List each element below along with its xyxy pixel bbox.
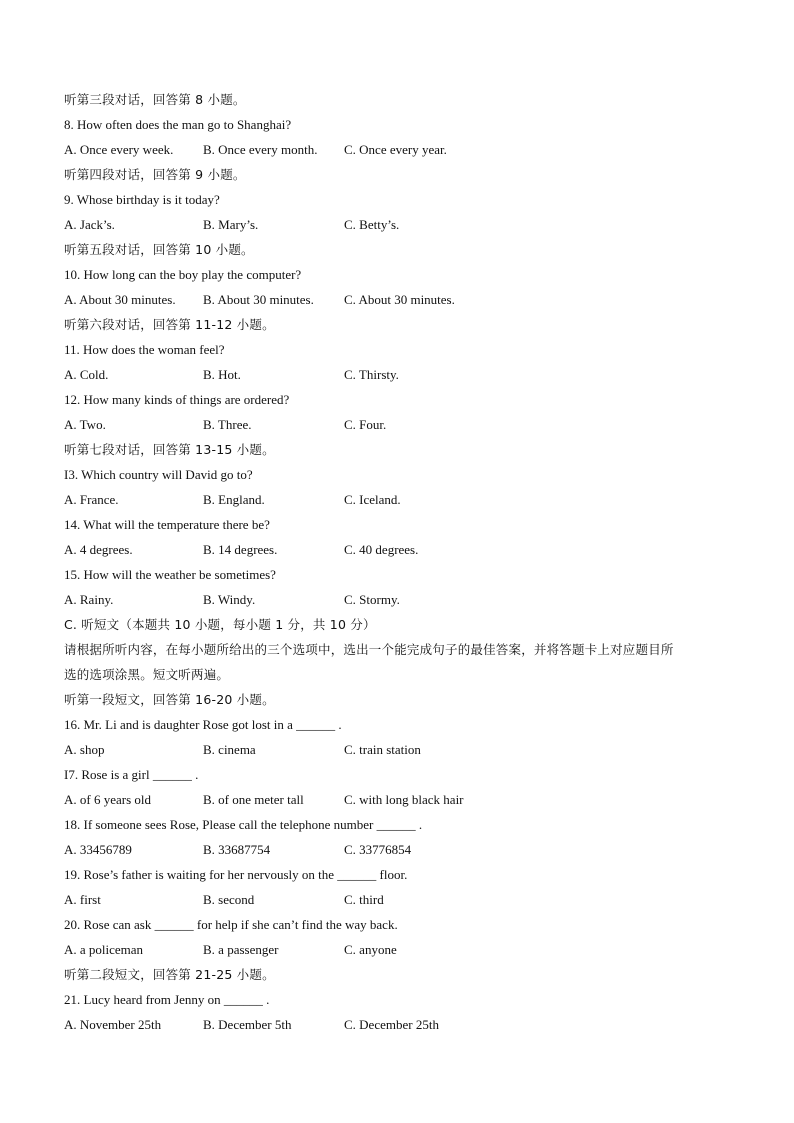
- option-a: A. Rainy.: [64, 592, 114, 607]
- section-instruction: 听第四段对话，回答第 9 小题。: [64, 167, 246, 182]
- option-b: B. Three.: [203, 417, 252, 432]
- option-b: B. England.: [203, 492, 265, 507]
- section-instruction: 听第七段对话，回答第 13-15 小题。: [64, 442, 275, 457]
- option-a: A. France.: [64, 492, 119, 507]
- question-text: 9. Whose birthday is it today?: [64, 192, 220, 207]
- option-c: C. Four.: [344, 417, 387, 432]
- option-b: B. Once every month.: [203, 142, 318, 157]
- option-b: B. Windy.: [203, 592, 256, 607]
- answer-options: [64, 415, 744, 435]
- option-b: B. 14 degrees.: [203, 542, 278, 557]
- answer-options: [64, 365, 744, 385]
- option-c: C. Once every year.: [344, 142, 447, 157]
- question-text: 18. If someone sees Rose, Please call the telephone number ______ .: [64, 817, 423, 832]
- option-a: A. a policeman: [64, 942, 144, 957]
- option-a: A. 4 degrees.: [64, 542, 133, 557]
- option-c: C. Betty’s.: [344, 217, 400, 232]
- option-c: C. 33776854: [344, 842, 412, 857]
- section-instruction: 听第六段对话，回答第 11-12 小题。: [64, 317, 275, 332]
- question-text: 10. How long can the boy play the computer?: [64, 267, 302, 282]
- answer-options: [64, 740, 744, 760]
- option-c: C. with long black hair: [344, 792, 464, 807]
- option-a: A. Cold.: [64, 367, 109, 382]
- option-c: C. anyone: [344, 942, 397, 957]
- answer-options: [64, 540, 744, 560]
- option-c: C. Stormy.: [344, 592, 400, 607]
- option-a: A. Jack’s.: [64, 217, 115, 232]
- question-text: 20. Rose can ask ______ for help if she can’t find the way back.: [64, 917, 398, 932]
- option-c: C. About 30 minutes.: [344, 292, 455, 307]
- option-b: B. second: [203, 892, 255, 907]
- answer-options: [64, 490, 744, 510]
- option-c: C. December 25th: [344, 1017, 439, 1032]
- option-b: B. a passenger: [203, 942, 279, 957]
- section-instruction: 听第三段对话，回答第 8 小题。: [64, 92, 246, 107]
- option-c: C. Thirsty.: [344, 367, 399, 382]
- section-instruction: C. 听短文（本题共 10 小题，每小题 1 分，共 10 分）: [64, 617, 376, 632]
- answer-options: [64, 890, 744, 910]
- question-text: 15. How will the weather be sometimes?: [64, 567, 276, 582]
- option-b: B. Mary’s.: [203, 217, 259, 232]
- option-a: A. 33456789: [64, 842, 132, 857]
- option-b: B. cinema: [203, 742, 256, 757]
- answer-options: [64, 940, 744, 960]
- answer-options: [64, 790, 744, 810]
- option-a: A. first: [64, 892, 101, 907]
- option-c: C. third: [344, 892, 384, 907]
- question-text: 8. How often does the man go to Shanghai?: [64, 117, 292, 132]
- option-c: C. Iceland.: [344, 492, 401, 507]
- option-a: A. shop: [64, 742, 105, 757]
- answer-options: [64, 1015, 744, 1035]
- question-text: 16. Mr. Li and is daughter Rose got lost in a ______ .: [64, 717, 342, 732]
- option-c: C. train station: [344, 742, 421, 757]
- option-c: C. 40 degrees.: [344, 542, 419, 557]
- option-a: A. Two.: [64, 417, 106, 432]
- option-a: A. About 30 minutes.: [64, 292, 176, 307]
- option-a: A. Once every week.: [64, 142, 174, 157]
- section-instruction: 请根据所听内容，在每小题所给出的三个选项中，选出一个能完成句子的最佳答案，并将答题卡上对应题目所: [64, 642, 674, 657]
- answer-options: [64, 215, 744, 235]
- option-b: B. About 30 minutes.: [203, 292, 314, 307]
- question-text: 12. How many kinds of things are ordered?: [64, 392, 290, 407]
- question-text: I3. Which country will David go to?: [64, 467, 253, 482]
- question-text: I7. Rose is a girl ______ .: [64, 767, 199, 782]
- question-text: 14. What will the temperature there be?: [64, 517, 270, 532]
- option-b: B. Hot.: [203, 367, 241, 382]
- question-text: 21. Lucy heard from Jenny on ______ .: [64, 992, 270, 1007]
- option-a: A. of 6 years old: [64, 792, 152, 807]
- section-instruction: 听第二段短文，回答第 21-25 小题。: [64, 967, 275, 982]
- question-text: 11. How does the woman feel?: [64, 342, 225, 357]
- section-instruction: 听第五段对话，回答第 10 小题。: [64, 242, 254, 257]
- answer-options: [64, 140, 744, 160]
- question-text: 19. Rose’s father is waiting for her nervously on the ______ floor.: [64, 867, 408, 882]
- option-b: B. 33687754: [203, 842, 271, 857]
- answer-options: [64, 590, 744, 610]
- option-b: B. of one meter tall: [203, 792, 304, 807]
- option-a: A. November 25th: [64, 1017, 162, 1032]
- option-b: B. December 5th: [203, 1017, 292, 1032]
- answer-options: [64, 840, 744, 860]
- section-instruction: 选的选项涂黑。短文听两遍。: [64, 667, 230, 682]
- answer-options: [64, 290, 744, 310]
- section-instruction: 听第一段短文，回答第 16-20 小题。: [64, 692, 275, 707]
